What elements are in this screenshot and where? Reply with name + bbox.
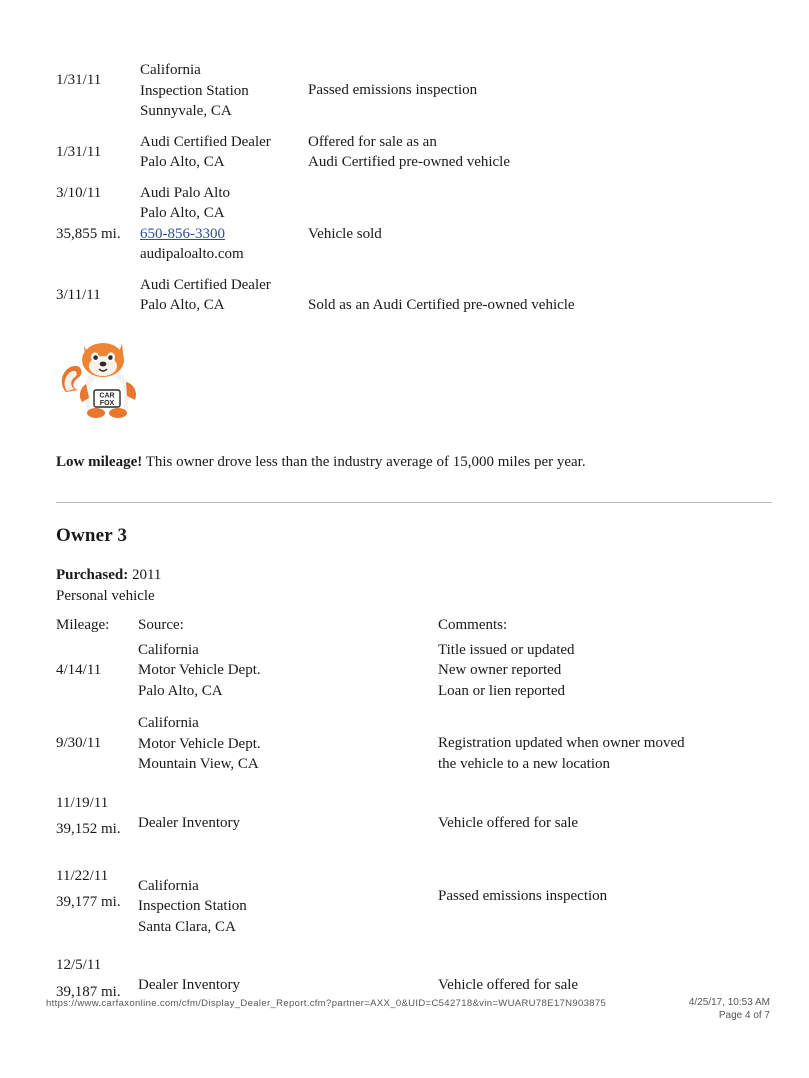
header-mileage: Mileage: xyxy=(56,616,110,633)
row-source-line: Palo Alto, CA xyxy=(138,682,223,699)
row-source-line: California xyxy=(138,715,199,731)
low-mileage-label: Low mileage! xyxy=(56,453,143,470)
row-spacer xyxy=(56,175,772,183)
row-comment-line: New owner reported xyxy=(438,662,562,678)
vehicle-use: Personal vehicle xyxy=(56,587,155,604)
page-content xyxy=(56,60,772,1002)
carfox-logo-line2: FOX xyxy=(99,399,115,407)
history-comment-line: Audi Certified pre-owned vehicle xyxy=(308,154,511,170)
row-source xyxy=(138,713,438,775)
dealer-phone-link[interactable]: 650-856-3300 xyxy=(140,225,225,242)
history-date-mileage xyxy=(56,183,140,245)
row-comment-line: Registration updated when owner moved xyxy=(438,735,685,751)
history-source-line: Palo Alto, CA xyxy=(140,154,225,170)
history-date: 1/31/11 xyxy=(56,143,102,160)
row-mileage: 39,187 mi. xyxy=(56,983,121,1000)
owner-table-header xyxy=(56,615,772,636)
history-source-website: audipaloalto.com xyxy=(140,246,244,262)
row-spacer xyxy=(56,701,772,709)
footer-meta xyxy=(689,996,770,1022)
row-comments xyxy=(438,793,772,834)
row-comments xyxy=(438,955,772,996)
history-comment-line: Offered for sale as an xyxy=(308,133,437,150)
row-source xyxy=(138,955,438,996)
row-source-line: Inspection Station xyxy=(138,898,247,914)
section-divider xyxy=(56,502,772,503)
header-comments: Comments: xyxy=(438,616,508,633)
row-comments xyxy=(438,866,772,907)
row-source xyxy=(138,793,438,834)
history-source-line: Audi Certified Dealer xyxy=(140,276,271,293)
row-date: 9/30/11 xyxy=(56,735,102,751)
history-comments xyxy=(308,183,772,245)
history-comment-line: Sold as an Audi Certified pre-owned vehicle xyxy=(308,296,575,313)
history-date: 3/10/11 xyxy=(56,184,102,201)
history-row xyxy=(56,183,772,265)
history-row xyxy=(56,275,772,316)
row-spacer xyxy=(56,267,772,275)
history-source xyxy=(140,183,308,265)
history-source-phone-line xyxy=(140,224,308,245)
low-mileage-note xyxy=(56,452,772,472)
history-source-line: Palo Alto, CA xyxy=(140,297,225,313)
row-comment-line: the vehicle to a new location xyxy=(438,755,611,772)
table-row xyxy=(56,955,772,1002)
history-date-mileage xyxy=(56,275,140,306)
purchased-line xyxy=(56,565,772,586)
vehicle-history-table xyxy=(56,60,772,316)
row-source-line: Dealer Inventory xyxy=(138,814,241,831)
row-date: 11/19/11 xyxy=(56,794,109,811)
history-source xyxy=(140,275,308,316)
history-comments xyxy=(308,60,772,101)
row-source-line: California xyxy=(138,641,199,658)
carfox-icon xyxy=(56,330,148,422)
row-source-line: California xyxy=(138,877,199,894)
table-row xyxy=(56,713,772,775)
footer-page-number: Page 4 of 7 xyxy=(718,1010,770,1021)
row-comment-line: Loan or lien reported xyxy=(438,682,566,699)
history-comments xyxy=(308,132,772,173)
row-comment-line: Vehicle offered for sale xyxy=(438,814,579,831)
row-spacer xyxy=(56,124,772,132)
history-row xyxy=(56,132,772,173)
purchased-label: Purchased: xyxy=(56,566,129,583)
history-date: 1/31/11 xyxy=(56,72,102,88)
row-source-line: Motor Vehicle Dept. xyxy=(138,662,261,678)
table-row xyxy=(56,866,772,938)
owner-section-title: Owner 3 xyxy=(56,524,128,546)
low-mileage-text: This owner drove less than the industry average of 15,000 miles per year. xyxy=(142,453,586,470)
row-comments xyxy=(438,713,772,774)
row-source-line: Santa Clara, CA xyxy=(138,918,236,935)
purchased-value: 2011 xyxy=(128,566,162,583)
row-source xyxy=(138,640,438,702)
history-mileage: 35,855 mi. xyxy=(56,225,121,242)
history-source-line: Audi Certified Dealer xyxy=(140,133,271,150)
row-spacer xyxy=(56,840,772,862)
carfox-mascot-image xyxy=(56,330,148,422)
row-mileage: 39,152 mi. xyxy=(56,821,121,837)
row-spacer xyxy=(56,937,772,951)
history-date-mileage xyxy=(56,60,140,91)
row-source-line: Dealer Inventory xyxy=(138,977,241,993)
history-comment-line: Vehicle sold xyxy=(308,225,382,242)
history-source xyxy=(140,132,308,173)
history-comments xyxy=(308,275,772,316)
header-source: Source: xyxy=(138,616,184,633)
row-source-line: Mountain View, CA xyxy=(138,756,259,772)
row-spacer xyxy=(56,775,772,789)
carfox-logo-line1: CAR xyxy=(99,392,115,399)
history-source-line: Inspection Station xyxy=(140,82,249,99)
table-row xyxy=(56,793,772,840)
row-date-mileage xyxy=(56,640,138,681)
row-comment-line: Vehicle offered for sale xyxy=(438,977,579,993)
row-date: 12/5/11 xyxy=(56,957,102,973)
row-date: 4/14/11 xyxy=(56,661,102,678)
row-comment-line: Passed emissions inspection xyxy=(438,887,608,904)
row-date: 11/22/11 xyxy=(56,867,109,884)
history-date: 3/11/11 xyxy=(56,286,101,303)
row-comments xyxy=(438,640,772,702)
history-source-line: Sunnyvale, CA xyxy=(140,103,232,119)
history-source-line: Audi Palo Alto xyxy=(140,184,231,201)
row-date-mileage xyxy=(56,866,138,913)
row-date-mileage xyxy=(56,793,138,840)
history-comment-line: Passed emissions inspection xyxy=(308,82,478,98)
row-comment-line: Title issued or updated xyxy=(438,641,575,658)
row-source-line: Motor Vehicle Dept. xyxy=(138,735,261,752)
table-row xyxy=(56,640,772,702)
history-source-line: Palo Alto, CA xyxy=(140,205,225,221)
row-date-mileage xyxy=(56,955,138,1002)
history-source xyxy=(140,60,308,122)
row-date-mileage xyxy=(56,713,138,754)
history-source-line: California xyxy=(140,62,201,78)
footer-timestamp: 4/25/17, 10:53 AM xyxy=(688,997,770,1008)
row-source xyxy=(138,866,438,938)
history-row xyxy=(56,60,772,122)
footer-url: https://www.carfaxonline.com/cfm/Display_Dealer_Report.cfm?partner=AXX_0&UID=C542718&vin=WUARU78E17N903875 xyxy=(46,998,607,1009)
history-date-mileage xyxy=(56,132,140,163)
row-mileage: 39,177 mi. xyxy=(56,894,121,910)
